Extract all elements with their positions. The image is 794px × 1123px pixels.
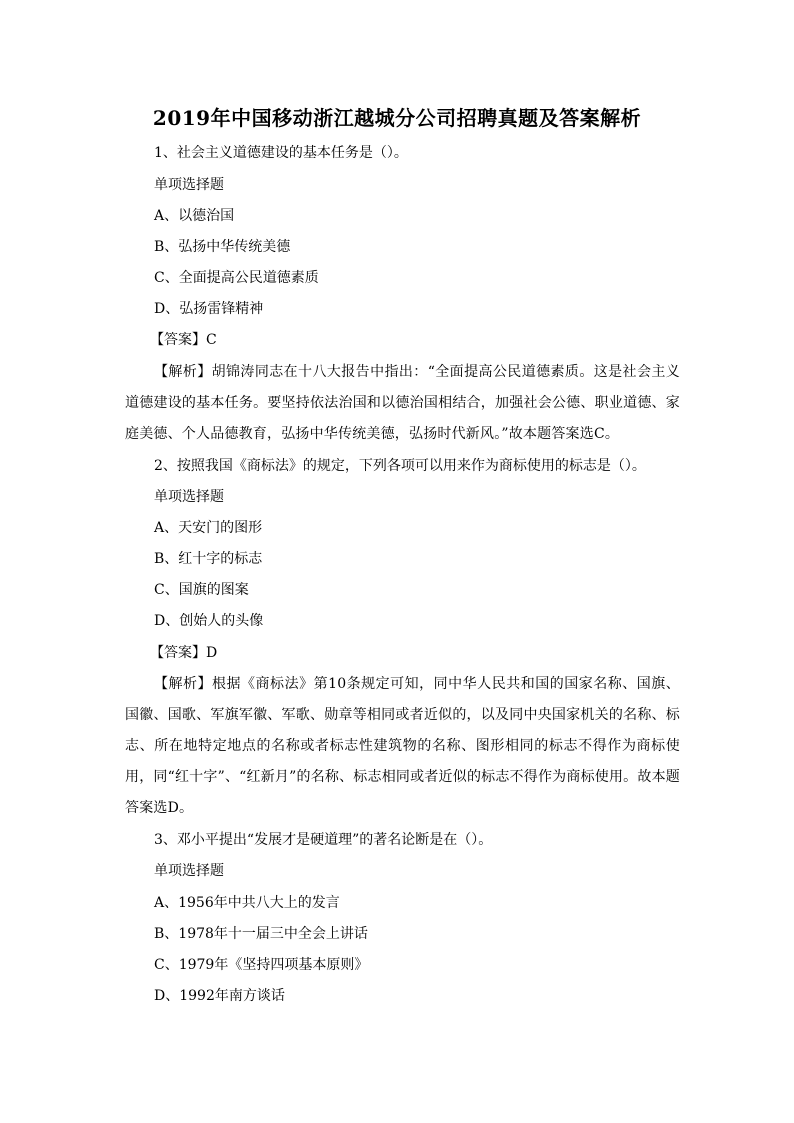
option-a: A、1956年中共八大上的发言 [154, 895, 340, 911]
option-b: B、弘扬中华传统美德 [154, 239, 291, 255]
analysis-paragraph [125, 669, 680, 824]
analysis-label: 【解析】 [154, 676, 213, 692]
analysis-paragraph [125, 357, 680, 450]
option-a: A、天安门的图形 [154, 520, 263, 536]
analysis-label: 【解析】 [154, 364, 212, 380]
answer-value: C [206, 332, 217, 348]
option-b: B、1978年十一届三中全会上讲话 [154, 926, 368, 942]
option-d: D、弘扬雷锋精神 [154, 301, 264, 317]
question-stem: 2、按照我国《商标法》的规定，下列各项可以用来作为商标使用的标志是（）。 [154, 458, 646, 474]
answer-label: 【答案】 [150, 332, 206, 348]
answer-line [150, 638, 217, 669]
option-c: C、全面提高公民道德素质 [154, 270, 319, 286]
option-a: A、以德治国 [154, 208, 235, 224]
analysis-text: 胡锦涛同志在十八大报告中指出：“全面提高公民道德素质。这是社会主义道德建设的基本任务。要坚持依法治国和以德治国相结合，加强社会公德、职业道德、家庭美德、个人品德教育，弘扬中华传统美德，弘扬时代新风。”故本题答案选C。 [125, 364, 680, 442]
option-c: C、国旗的图案 [154, 582, 249, 598]
question-type: 单项选择题 [154, 177, 224, 193]
option-c: C、1979年《坚持四项基本原则》 [154, 957, 369, 973]
answer-line [150, 325, 217, 356]
question-stem: 1、社会主义道德建设的基本任务是（）。 [154, 145, 408, 161]
answer-value: D [206, 645, 218, 661]
option-d: D、1992年南方谈话 [154, 988, 285, 1004]
option-d: D、创始人的头像 [154, 613, 264, 629]
page-title: 2019年中国移动浙江越城分公司招聘真题及答案解析 [152, 106, 642, 130]
question-type: 单项选择题 [154, 863, 224, 879]
answer-label: 【答案】 [150, 645, 206, 661]
analysis-text: 根据《商标法》第10条规定可知，同中华人民共和国的国家名称、国旗、国徽、国歌、军旗军徽、军歌、勋章等相同或者近似的，以及同中央国家机关的名称、标志、所在地特定地点的名称或者标志性建筑物的名称、图形相同的标志不得作为商标使用，同“红十字”、“红新月”的名称、标志相同或者近似的标志不得作为商标使用。故本题答案选D。 [125, 676, 680, 816]
option-b: B、红十字的标志 [154, 551, 263, 567]
question-stem: 3、邓小平提出“发展才是硬道理”的著名论断是在（）。 [154, 832, 493, 848]
question-type: 单项选择题 [154, 489, 224, 505]
